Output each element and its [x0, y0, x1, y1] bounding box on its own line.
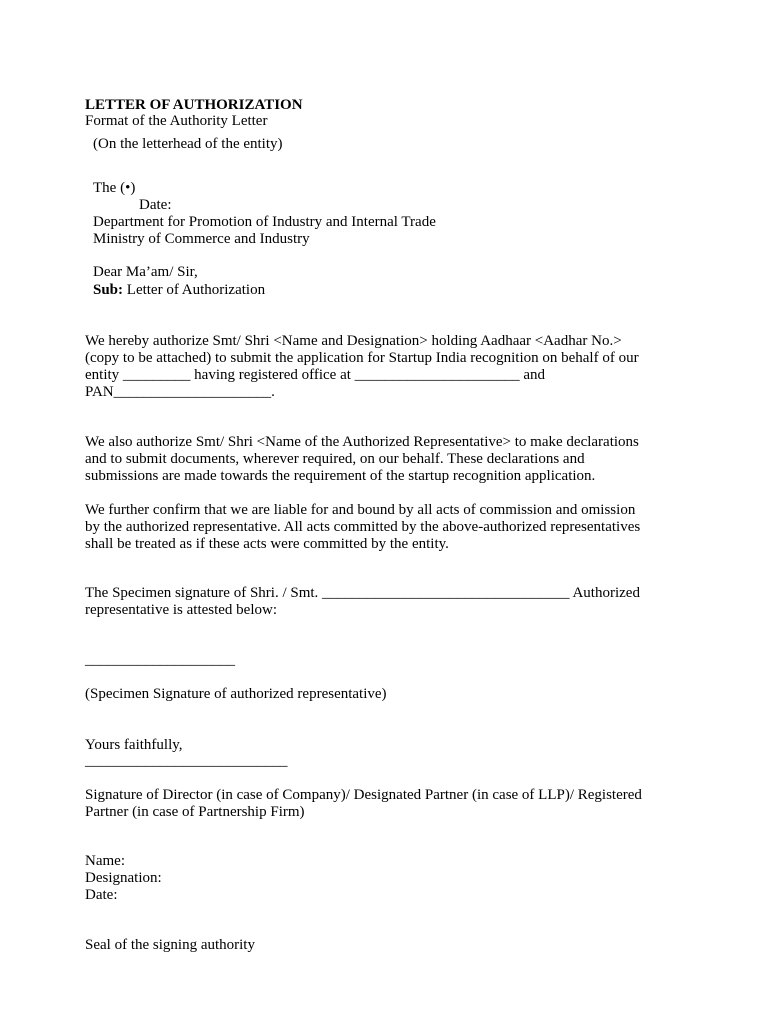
recipient-ministry: Ministry of Commerce and Industry — [93, 231, 310, 247]
subject-label: Sub: — [93, 282, 124, 298]
paragraph-3-line-2: by the authorized representative. All acts committed by the above-authorized representatives — [85, 519, 641, 535]
paragraph-3-line-1: We further confirm that we are liable for and bound by all acts of commission and omission — [85, 502, 636, 518]
format-line: Format of the Authority Letter — [85, 113, 268, 129]
salutation: Dear Ma’am/ Sir, — [93, 264, 198, 280]
field-name-label: Name: — [85, 853, 125, 869]
subject-text: Letter of Authorization — [123, 282, 266, 298]
paragraph-1-line-2: (copy to be attached) to submit the application for Startup India recognition on behalf of our — [85, 350, 639, 366]
paragraph-3-line-3: shall be treated as if these acts were committed by the entity. — [85, 536, 449, 552]
signature-description-line-1: Signature of Director (in case of Company)/ Designated Partner (in case of LLP)/ Registered — [85, 787, 642, 803]
signature-description-line-2: Partner (in case of Partnership Firm) — [85, 804, 305, 820]
paragraph-2-line-2: and to submit documents, wherever required, on our behalf. These declarations and — [85, 451, 585, 467]
seal-label: Seal of the signing authority — [85, 937, 255, 953]
specimen-signature-caption: (Specimen Signature of authorized representative) — [85, 686, 387, 702]
paragraph-4-line-2: representative is attested below: — [85, 602, 278, 618]
specimen-signature-line: ____________________ — [85, 652, 235, 668]
recipient-date-label: Date: — [139, 197, 172, 213]
paragraph-2-line-3: submissions are made towards the requirement of the startup recognition application. — [85, 468, 596, 484]
subject-line — [93, 282, 683, 299]
director-signature-line: ___________________________ — [85, 753, 288, 769]
field-designation-label: Designation: — [85, 870, 162, 886]
recipient-department: Department for Promotion of Industry and Internal Trade — [93, 214, 436, 230]
letter-title: LETTER OF AUTHORIZATION — [85, 97, 303, 113]
letterhead-note: (On the letterhead of the entity) — [93, 136, 283, 152]
field-date-label: Date: — [85, 887, 118, 903]
recipient-to: The (•) — [93, 180, 136, 196]
paragraph-2-line-1: We also authorize Smt/ Shri <Name of the Authorized Representative> to make declarations — [85, 434, 639, 450]
paragraph-4-line-1: The Specimen signature of Shri. / Smt. _________________________________ Authorized — [85, 585, 640, 601]
paragraph-1-line-3: entity _________ having registered office at ______________________ and — [85, 367, 546, 383]
paragraph-1-line-4: PAN_____________________. — [85, 384, 275, 400]
paragraph-1-line-1: We hereby authorize Smt/ Shri <Name and Designation> holding Aadhaar <Aadhar No.> — [85, 333, 622, 349]
closing-yours-faithfully: Yours faithfully, — [85, 737, 183, 753]
